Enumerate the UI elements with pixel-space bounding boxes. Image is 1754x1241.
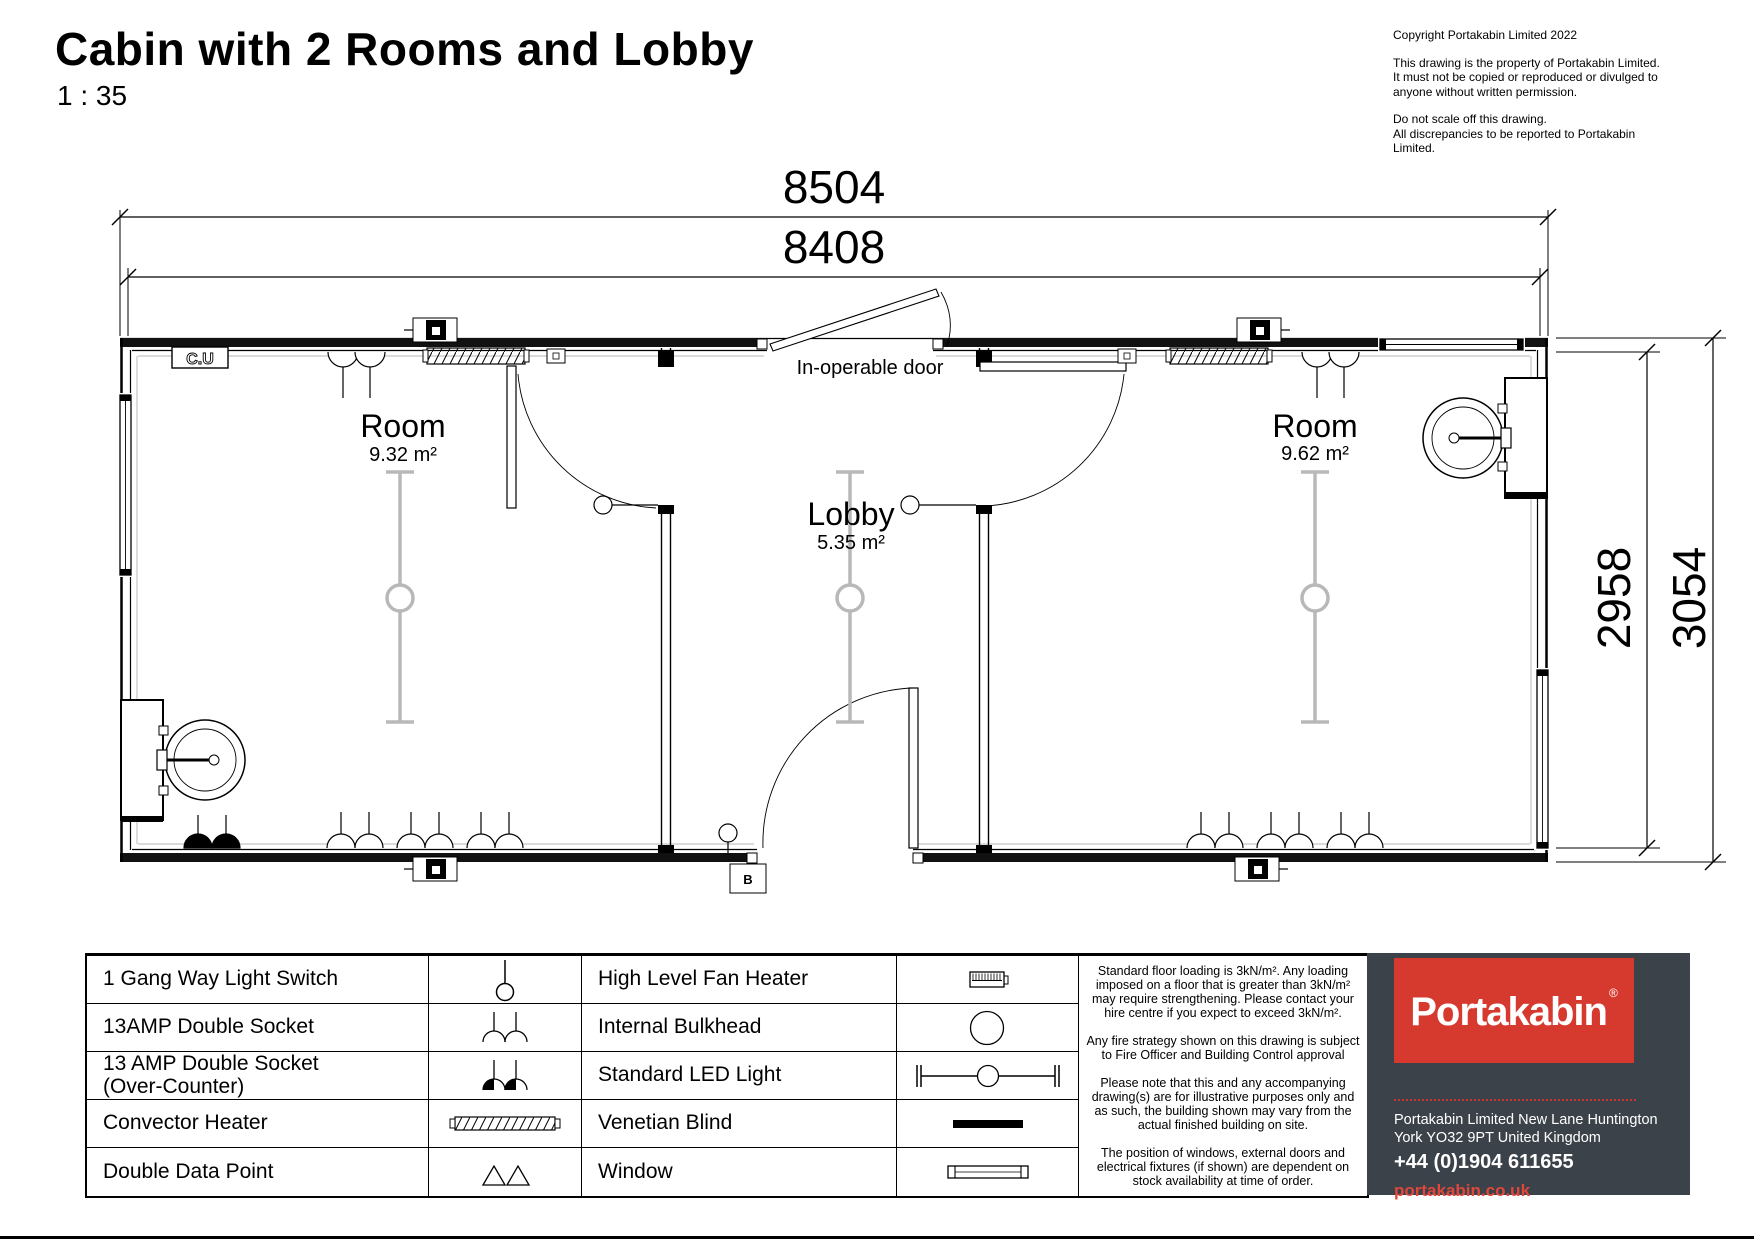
- inoperable-door-label: In-operable door: [796, 357, 944, 379]
- dim-overall-width-value: 8504: [782, 161, 886, 213]
- legend-label-venetian-blind: Venetian Blind: [582, 1100, 897, 1148]
- legend-label-double-socket: 13AMP Double Socket: [87, 1004, 429, 1052]
- window-left-wall: [116, 393, 134, 577]
- partition-right: [974, 348, 994, 853]
- note-stock: The position of windows, external doors and electrical fixtures (if shown) are dependent on stock availability at time of order.: [1096, 1146, 1350, 1188]
- brand-phone: +44 (0)1904 611655: [1394, 1151, 1574, 1173]
- copyright-line: Copyright Portakabin Limited 2022: [1393, 28, 1578, 42]
- door-room-right: [980, 362, 1126, 506]
- legend-label-double-data-point: Double Data Point: [87, 1148, 429, 1196]
- thermostat-left: [547, 349, 565, 363]
- window-right-wall: [1534, 668, 1552, 850]
- window-icon: [897, 1148, 1079, 1196]
- copyright-property-note: This drawing is the property of Portakabin Limited. It must not be copied or reproduced or divulged to anyone without written permission.: [1393, 55, 1660, 99]
- page-title: Cabin with 2 Rooms and Lobby: [55, 23, 754, 75]
- legend-notes-cell: [1079, 956, 1367, 1196]
- double-socket-over-counter-icon: [429, 1052, 582, 1100]
- note-fire-strategy: Any fire strategy shown on this drawing is subject to Fire Officer and Building Control approval: [1086, 1034, 1360, 1062]
- door-lobby-rear: [747, 688, 923, 863]
- room-left-name: Room: [360, 408, 446, 444]
- convector-heater-left: [423, 348, 529, 364]
- double-data-point-icon: [429, 1148, 582, 1196]
- led-light-room-right: [1301, 472, 1329, 722]
- brand-panel: [1367, 953, 1690, 1200]
- copyright-scale-note: Do not scale off this drawing. All discrepancies to be reported to Portakabin Limited.: [1393, 112, 1636, 155]
- brand-website-link[interactable]: portakabin.co.uk: [1394, 1181, 1531, 1200]
- door-room-left: [507, 366, 656, 508]
- double-socket-top-right: [1302, 352, 1359, 398]
- over-counter-socket-bottom-left: [184, 815, 240, 848]
- double-socket-icon: [429, 1004, 582, 1052]
- legend-table: [85, 953, 1369, 1198]
- lobby-area: 5.35 m²: [817, 532, 885, 554]
- room-left-area: 9.32 m²: [369, 444, 437, 466]
- dim-overall-height-value: 3054: [1663, 546, 1715, 650]
- counter-sink-top-right: [1423, 378, 1547, 498]
- legend-label-fan-heater: High Level Fan Heater: [582, 956, 897, 1004]
- external-bulkhead-label: B: [743, 872, 753, 887]
- internal-bulkhead-icon: [897, 1004, 1079, 1052]
- light-switch-right: [901, 496, 976, 514]
- window-top-right: [1378, 336, 1525, 352]
- double-sockets-bottom-right: [1187, 812, 1383, 848]
- portakabin-logo: Portakabin ®: [1394, 958, 1634, 1063]
- room-right-area: 9.62 m²: [1281, 443, 1349, 465]
- note-illustrative: Please note that this and any accompanying drawing(s) are for illustrative purposes only and as such, the building shown may vary from the actual finished building on site.: [1091, 1076, 1355, 1132]
- standard-led-light-icon: [897, 1052, 1079, 1100]
- convector-heater-icon: [429, 1100, 582, 1148]
- double-sockets-bottom-left: [327, 812, 523, 848]
- light-switch-left: [594, 496, 658, 514]
- legend-label-convector-heater: Convector Heater: [87, 1100, 429, 1148]
- legend-label-internal-bulkhead: Internal Bulkhead: [582, 1004, 897, 1052]
- registered-mark-icon: ®: [1608, 986, 1618, 1000]
- light-switch-lobby-rear: [719, 824, 737, 853]
- partition-left: [656, 348, 676, 853]
- sheet-border-bottom: [0, 1236, 1754, 1239]
- legend-label-light-switch: 1 Gang Way Light Switch: [87, 956, 429, 1004]
- brand-address: Portakabin Limited New Lane Huntington York YO32 9PT United Kingdom: [1394, 1112, 1658, 1146]
- dim-inner-width-value: 8408: [782, 221, 886, 273]
- consumer-unit-label: C.U: [186, 351, 214, 368]
- lobby-name: Lobby: [807, 496, 895, 532]
- dim-inner-height-value: 2958: [1588, 546, 1640, 650]
- legend-label-led-light: Standard LED Light: [582, 1052, 897, 1100]
- thermostat-right: [1118, 349, 1136, 363]
- led-light-room-left: [386, 472, 414, 722]
- brand-divider: [1394, 1099, 1636, 1101]
- legend-label-window: Window: [582, 1148, 897, 1196]
- double-socket-top-left: [328, 352, 385, 398]
- room-right-name: Room: [1272, 408, 1358, 444]
- drawing-scale: 1 : 35: [57, 80, 128, 111]
- inoperable-door: [757, 289, 950, 351]
- high-level-fan-heater-icon: [897, 956, 1079, 1004]
- note-floor-loading: Standard floor loading is 3kN/m². Any loading imposed on a floor that is greater than 3kN/m² may require strengthening. Please contact your hire centre if you expect to exceed 3kN/m².: [1092, 964, 1354, 1020]
- counter-sink-bottom-left: [121, 700, 245, 822]
- legend-label-over-counter-socket: 13 AMP Double Socket (Over-Counter): [87, 1052, 429, 1100]
- convector-heater-right: [1166, 348, 1272, 364]
- light-switch-icon: [429, 956, 582, 1004]
- venetian-blind-icon: [897, 1100, 1079, 1148]
